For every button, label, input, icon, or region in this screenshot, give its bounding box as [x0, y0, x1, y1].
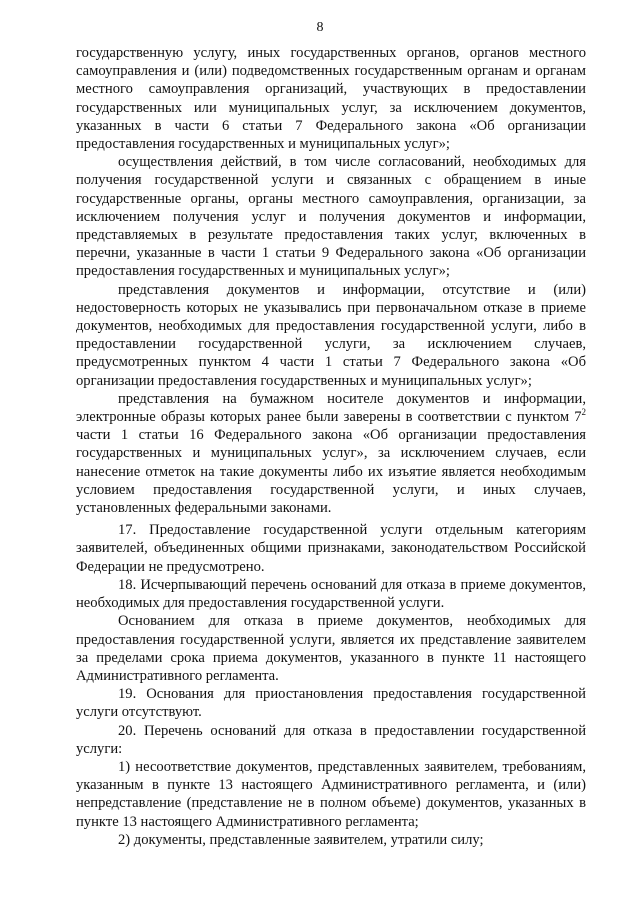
superscript: 2	[581, 407, 586, 418]
paragraph-item-20-2: 2) документы, представленные заявителем, утратили силу;	[118, 831, 484, 848]
paragraph-item-18-basis: Основанием для отказа в приеме документов, необходимых для предоставления государственной услуги, является их представление заявителем за пределами срока приема документов, указанного в пункте 11 настоящего Административного регламента.	[76, 613, 586, 684]
paragraph-item-19: 19. Основания для приостановления предоставления государственной услуги отсутствуют.	[76, 686, 586, 721]
paragraph-item-17: 17. Предоставление государственной услуги отдельным категориям заявителей, объединенных общими признаками, законодательством Российской Федерации не предусмотрено.	[76, 522, 586, 575]
paragraph-absence-of-documents: представления документов и информации, отсутствие и (или) недостоверность которых не указывались при первоначальном отказе в приеме документов, необходимых для предоставления государственной услуги, либо в предоставлении государственной услуги, за исключением случаев, предусмотренных пунктом 4 части 1 статьи 7 Федерального закона «Об организации предоставления государственных и муниципальных услуг»;	[76, 281, 586, 389]
paragraph-approvals: осуществления действий, в том числе согласований, необходимых для получения государственной услуги и связанных с обращением в иные государственные органы, органы местного самоуправления, организации, за исключением получения услуг и получения документов и информации, представляемых в результате предоставления таких услуг, включенных в перечни, указанные в части 1 статьи 9 Федерального закона «Об организации предоставления государственных и муниципальных услуг»;	[76, 154, 586, 280]
paragraph-paper-documents	[76, 390, 586, 517]
paragraph-continuation: государственную услугу, иных государственных органов, органов местного самоуправления и (или) подведомственных государственным органам и органам местного самоуправления организаций, участвующих в предоставлении государственных или муниципальных услуг, за исключением документов, указанных в части 6 статьи 7 Федерального закона «Об организации предоставления государственных и муниципальных услуг»;	[76, 45, 586, 153]
document-body	[76, 44, 586, 849]
paragraph-item-18: 18. Исчерпывающий перечень оснований для отказа в приеме документов, необходимых для предоставления государственной услуги.	[76, 576, 586, 612]
page-number: 8	[316, 20, 324, 35]
paper-text-before: представления на бумажном носителе документов и информации, электронные образы которых ранее были заверены в соответствии с пунктом 7	[76, 390, 586, 426]
paper-text-after: части 1 статьи 16 Федерального закона «Об организации предоставления государственных и муниципальных услуг», за исключением случаев, если нанесение отметок на такие документы либо их изъятие является необходимым условием предоставления государственной услуги, и иных случаев, установленных федеральными законами.	[76, 427, 586, 517]
paragraph-item-20-1: 1) несоответствие документов, представленных заявителем, требованиям, указанным в пункте 13 настоящего Административного регламента, и (или) непредставление (представление не в полном объеме) документов, указанных в пункте 13 настоящего Административного регламента;	[76, 758, 586, 830]
paragraph-item-20: 20. Перечень оснований для отказа в предоставлении государственной услуги:	[76, 722, 586, 757]
